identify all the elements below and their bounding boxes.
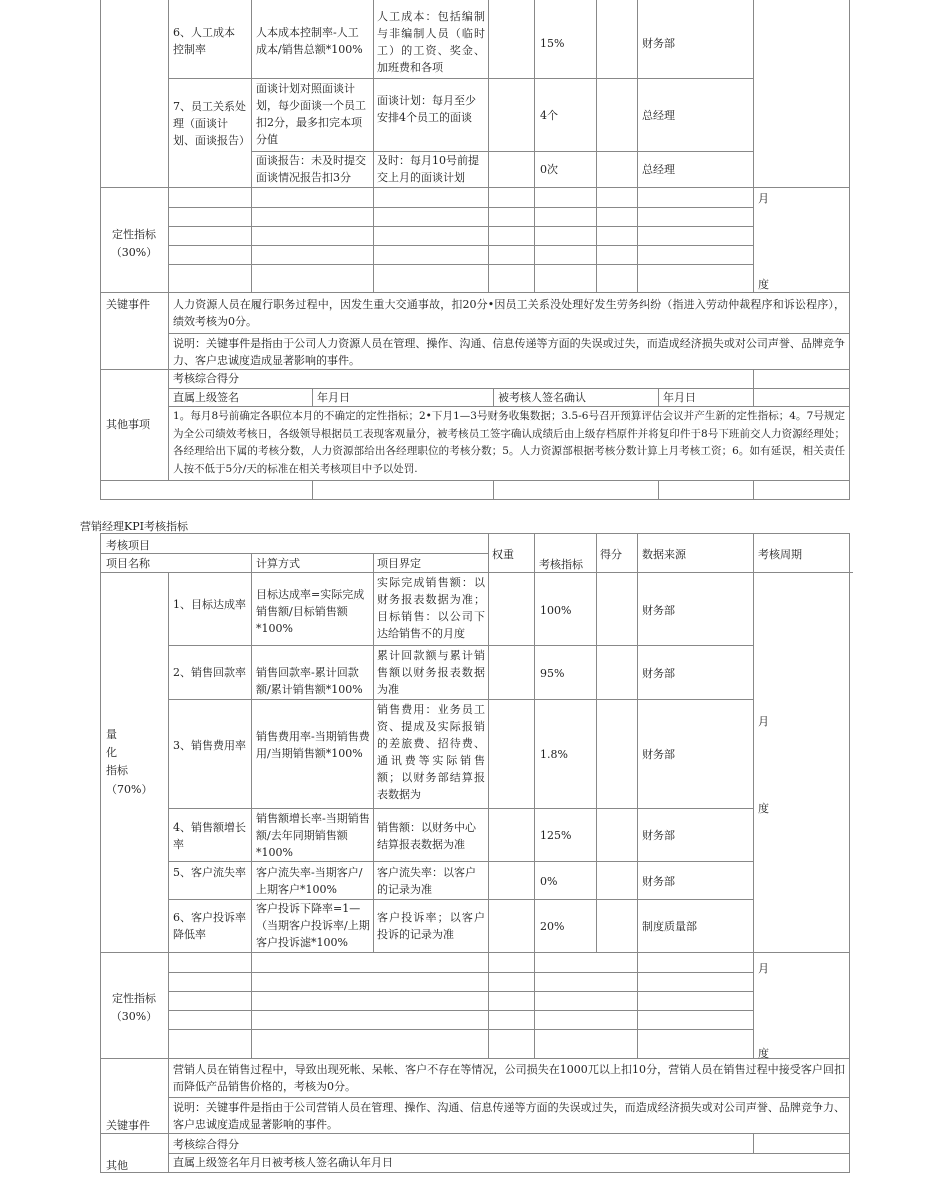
grid-line: [373, 0, 374, 292]
grid-line: [493, 388, 494, 406]
period-degree: 度: [758, 802, 769, 815]
row-formula: 客户投诉下降率=1—（当期客户投诉率/上期客户投诉滤*100%: [256, 902, 370, 949]
grid-line: [100, 1058, 849, 1059]
grid-line: [100, 1133, 849, 1134]
row-target: 0次: [540, 163, 558, 176]
row-target: 4个: [540, 109, 558, 122]
grid-line: [658, 480, 659, 500]
header-item: 考核项目: [106, 539, 150, 552]
row-target: 95%: [540, 667, 565, 680]
grid-line: [168, 1097, 849, 1098]
qualitative-label: 定性指标: [112, 228, 156, 241]
grid-line: [100, 572, 853, 573]
period-month: 月: [758, 962, 769, 975]
grid-line: [100, 553, 488, 554]
row-target: 1.8%: [540, 748, 568, 761]
row-source: 总经理: [642, 109, 675, 122]
grid-line: [596, 533, 597, 953]
row-source: 财务部: [642, 667, 675, 680]
row-formula: 面谈报告：未及时提交面谈情况报告扣3分: [256, 154, 366, 184]
header-score: 得分: [600, 548, 622, 561]
row-target: 0%: [540, 875, 558, 888]
period-month: 月: [758, 192, 769, 205]
grid-line: [849, 533, 850, 1173]
qualitative-pct: （30%）: [110, 1010, 158, 1023]
grid-line: [100, 952, 849, 953]
grid-line: [534, 533, 535, 1058]
grid-line: [168, 1029, 753, 1030]
grid-line: [488, 0, 489, 292]
score-label: 考核综合得分: [173, 372, 239, 385]
grid-line: [534, 0, 535, 292]
grid-line: [637, 0, 638, 292]
row-formula: 销售额增长率-当期销售额/去年同期销售额*100%: [256, 812, 370, 859]
header-definition: 项目界定: [377, 557, 421, 570]
grid-line: [100, 1172, 849, 1173]
period-degree: 度: [758, 1047, 769, 1060]
quant-pct: （70%）: [106, 783, 153, 796]
qualitative-label: 定性指标: [112, 992, 156, 1005]
quant-label: 指标: [106, 764, 128, 777]
key-event-text: 营销人员在销售过程中，导致出现死帐、呆帐、客户不存在等情况，公司损失在1000兀以上扣10分，营销人员在销售过程中接受客户回扣而降低产品销售价格的，考核为0分。: [173, 1063, 845, 1093]
date-label: 年月日: [663, 391, 696, 404]
header-weight: 权重: [492, 548, 514, 561]
grid-line: [753, 0, 754, 292]
row-source: 财务部: [642, 829, 675, 842]
row-formula: 面谈计划对照面谈计划，每少面谈一个员工扣2分，最多扣完本项分值: [256, 82, 366, 146]
sign-line: 直属上级签名年月日被考核人签名确认年月日: [173, 1156, 393, 1169]
grid-line: [168, 699, 753, 700]
grid-line: [753, 1133, 754, 1153]
period-degree: 度: [758, 278, 769, 291]
grid-line: [312, 388, 313, 406]
grid-line: [100, 480, 849, 481]
grid-line: [168, 0, 169, 480]
row-name: 5、客户流失率: [173, 866, 246, 879]
row-definition: 销售额：以财务中心结算报表数据为准: [377, 821, 476, 851]
row-target: 20%: [540, 920, 565, 933]
row-name: 7、员工关系处理（面谈计划、面谈报告）: [173, 100, 250, 147]
row-formula: 销售费用率-当期销售费用/当期销售额*100%: [256, 730, 370, 760]
supervisor-sign-label: 直属上级签名: [173, 391, 239, 404]
grid-line: [312, 480, 313, 500]
row-definition: 面谈计划：每月至少安排4个员工的面谈: [377, 94, 476, 124]
row-target: 100%: [540, 604, 572, 617]
row-definition: 及时：每月10号前提交上月的面谈计划: [377, 154, 479, 184]
row-source: 财务部: [642, 604, 675, 617]
row-name: 3、销售费用率: [173, 739, 246, 752]
date-label: 年月日: [317, 391, 350, 404]
quant-label: 化: [106, 746, 117, 759]
grid-line: [168, 572, 169, 1172]
period-month: 月: [758, 715, 769, 728]
row-formula: 销售回款率-累计回款额/累计销售额*100%: [256, 666, 363, 696]
grid-line: [849, 0, 850, 500]
grid-line: [753, 480, 754, 500]
grid-line: [753, 369, 754, 406]
score-label: 考核综合得分: [173, 1138, 239, 1151]
row-target: 15%: [540, 37, 565, 50]
grid-line: [373, 553, 374, 953]
row-source: 财务部: [642, 748, 675, 761]
grid-line: [168, 972, 753, 973]
grid-line: [100, 533, 849, 534]
grid-line: [168, 645, 753, 646]
row-formula: 客户流失率-当期客户/上期客户*100%: [256, 866, 363, 896]
key-event-label: 关键事件: [106, 1119, 150, 1132]
grid-line: [168, 808, 753, 809]
row-definition: 销售费用：业务员工资、提成及实际报销的差旅费、招待费、通讯费等实际销售额；以财务部结算报表数据为: [377, 703, 485, 801]
row-definition: 累计回款额与累计销售额以财务报表数据为准: [377, 649, 485, 696]
grid-line: [168, 991, 753, 992]
row-source: 制度质量部: [642, 920, 697, 933]
row-formula: 人本成本控制率-人工成本/销售总额*100%: [256, 26, 363, 56]
row-target: 125%: [540, 829, 572, 842]
header-item-name: 项目名称: [106, 557, 150, 570]
grid-line: [637, 533, 638, 1058]
grid-line: [168, 1010, 753, 1011]
grid-line: [100, 292, 849, 293]
row-name: 1、目标达成率: [173, 598, 246, 611]
row-definition: 人工成本：包括编制与非编制人员（临时工）的工资、奖金、加班费和各项: [377, 10, 485, 74]
grid-line: [493, 480, 494, 500]
grid-line: [168, 333, 849, 334]
row-source: 总经理: [642, 163, 675, 176]
row-source: 财务部: [642, 875, 675, 888]
key-event-note: 说明：关键事件是指由于公司营销人员在管理、操作、沟通、信息传递等方面的失误或过失，而造成经济损失或对公司声誉、品牌竞争力、客户忠诚度造成显著影响的事件。: [173, 1101, 845, 1131]
quant-label: 量: [106, 728, 117, 741]
grid-line: [596, 0, 597, 292]
employee-sign-label: 被考核人签名确认: [498, 391, 586, 404]
row-source: 财务部: [642, 37, 675, 50]
header-target: 考核指标: [539, 558, 583, 571]
header-method: 计算方式: [256, 557, 300, 570]
grid-line: [100, 187, 849, 188]
grid-line: [168, 245, 753, 246]
header-period: 考核周期: [758, 548, 802, 561]
row-definition: 客户投诉率；以客户投诉的记录为准: [377, 911, 485, 941]
grid-line: [168, 861, 753, 862]
grid-line: [168, 78, 753, 79]
grid-line: [753, 533, 754, 1058]
grid-line: [168, 207, 753, 208]
row-definition: 客户流失率：以客户的记录为准: [377, 866, 476, 896]
grid-line: [100, 499, 849, 500]
section-title: 营销经理KPI考核指标: [80, 520, 188, 533]
grid-line: [168, 264, 753, 265]
row-name: 4、销售额增长率: [173, 821, 246, 851]
row-name: 6、人工成本控制率: [173, 26, 235, 56]
qualitative-pct: （30%）: [110, 246, 158, 259]
row-name: 6、客户投诉率降低率: [173, 911, 246, 941]
grid-line: [251, 0, 252, 292]
grid-line: [658, 388, 659, 406]
other-label: 其他: [106, 1159, 128, 1172]
row-definition: 实际完成销售额：以财务报表数据为准；目标销售：以公司下达给销售不的月度: [377, 576, 485, 640]
grid-line: [488, 533, 489, 1058]
key-event-label: 关键事件: [106, 298, 150, 311]
grid-line: [168, 406, 849, 407]
key-event-note: 说明：关键事件是指由于公司人力资源人员在管理、操作、沟通、信息传递等方面的失误或过失，而造成经济损失或对公司声誉、品牌竞争力、客户忠诚度造成显著影响的事件。: [173, 337, 845, 367]
grid-line: [168, 226, 753, 227]
grid-line: [100, 533, 101, 1173]
other-label: 其他事项: [106, 418, 150, 431]
process-notes: 1。每月8号前确定各职位本月的不确定的定性指标；2•下月1—3号财务收集数据；3.5-6号召开预算评估会议并产生新的定性指标；4。7号规定为全公司绩效考核日，各级领导根据员工表现客观量分，被考核员工签字确认成绩后由上级存档原件并将复印件于8号下班前交人力资源经理处；各经理给出下属的考核分数，人力资源部给出各经理职位的考核分数；5。人力资源部根据考核分数计算上月考核工资；6。如有延误，相关责任人按不低于5分/天的标准在相关考核项目中予以处罚.: [173, 410, 845, 475]
key-event-text: 人力资源人员在履行职务过程中，因发生重大交通事故，扣20分•因员工关系没处理好发生劳务纠纷（指进入劳动仲裁程序和诉讼程序），绩效考核为0分。: [173, 298, 845, 328]
grid-line: [251, 553, 252, 1058]
row-name: 2、销售回款率: [173, 666, 246, 679]
row-formula: 目标达成率=实际完成销售额/目标销售额*100%: [256, 588, 365, 635]
header-source: 数据来源: [642, 548, 686, 561]
